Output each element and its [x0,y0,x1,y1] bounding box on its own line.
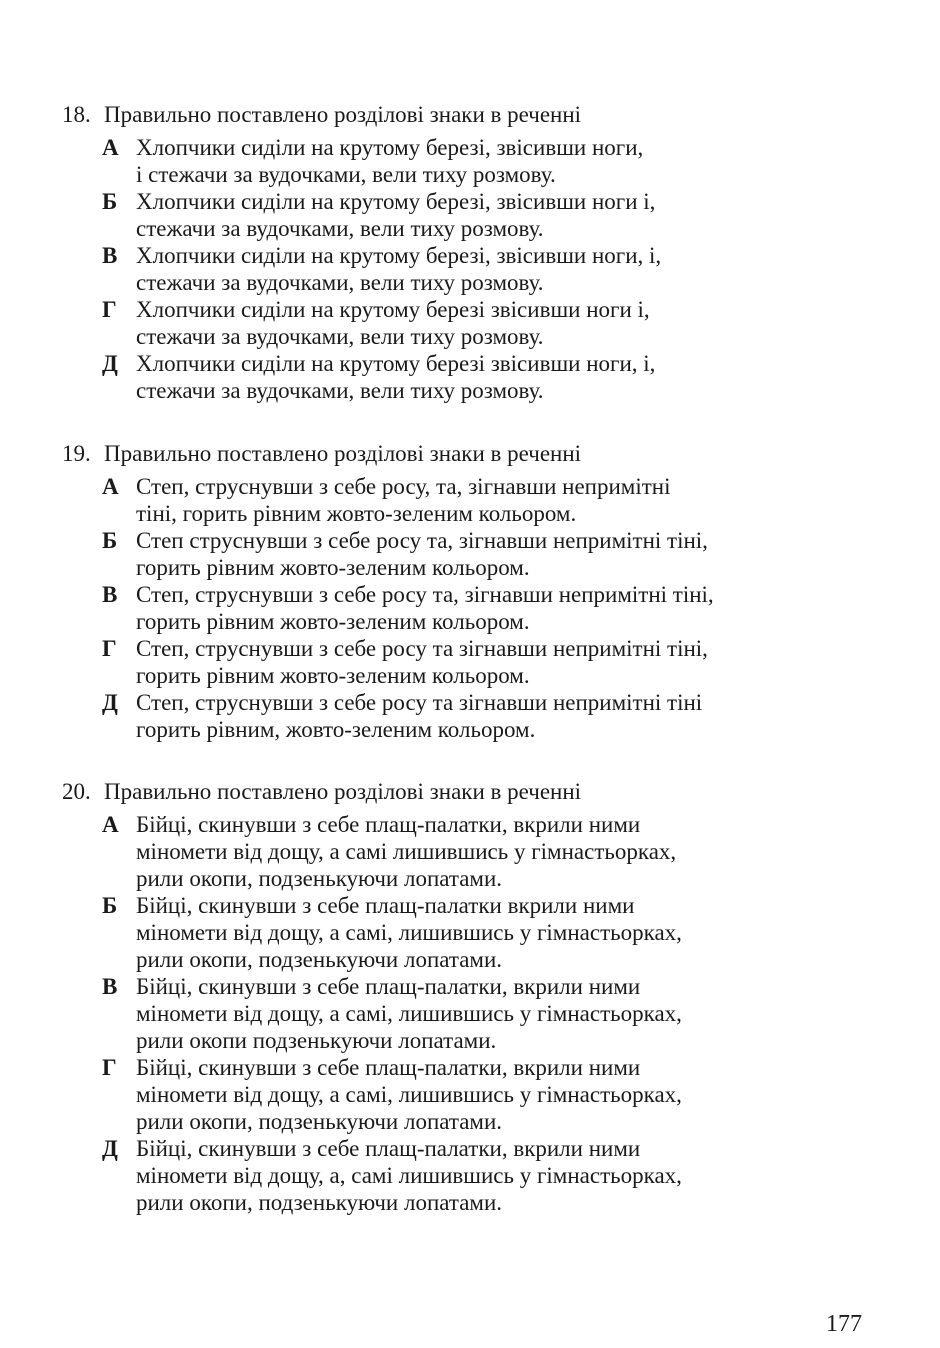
option-text-line: Степ, струснувши з себе росу та зігнавши непримітні тіні [136,690,703,715]
option-text-line: Бійці, скинувши з себе плащ-палатки вкрили ними [136,893,635,918]
option-letter: Д [102,690,118,715]
question-header [62,778,862,805]
option-text-line: рили окопи, подзенькуючи лопатами. [136,947,503,972]
option-v [62,242,862,296]
option-b [62,527,862,581]
question-header [62,101,862,128]
option-text-line: міномети від дощу, а самі, лишившись у гімнастьорках, [136,1082,682,1107]
question-prompt: Правильно поставлено розділові знаки в реченні [104,102,582,127]
option-text-line: Степ струснувши з себе росу та, зігнавши непримітні тіні, [136,528,708,553]
option-text-line: рили окопи, подзенькуючи лопатами. [136,1109,503,1134]
question-number: 19. [62,441,91,466]
option-text-line: міномети від дощу, а самі лишившись у гімнастьорках, [136,839,677,864]
question-20 [62,778,862,1216]
option-letter: Г [102,1055,117,1080]
option-text-line: Хлопчики сиділи на крутому березі, звісивши ноги і, [136,189,656,214]
option-text-line: Хлопчики сиділи на крутому березі звісивши ноги і, [136,297,650,322]
option-text-line: міномети від дощу, а, самі лишившись у гімнастьорках, [136,1163,682,1188]
option-text-line: і стежачи за вудочками, вели тиху розмову. [136,162,556,187]
option-text-line: Бійці, скинувши з себе плащ-палатки, вкрили ними [136,1136,641,1161]
option-letter: В [102,582,118,607]
option-letter: А [102,812,119,837]
option-text-line: тіні, горить рівним жовто-зеленим кольором. [136,501,577,526]
option-letter: А [102,135,119,160]
option-d [62,689,862,743]
option-h [62,1054,862,1135]
option-b [62,188,862,242]
option-text-line: горить рівним жовто-зеленим кольором. [136,663,530,688]
option-letter: А [102,474,119,499]
option-b [62,892,862,973]
option-a [62,473,862,527]
option-text-line: Бійці, скинувши з себе плащ-палатки, вкрили ними [136,1055,641,1080]
question-prompt: Правильно поставлено розділові знаки в реченні [104,779,582,804]
option-text-line: Хлопчики сиділи на крутому березі, звісивши ноги, [136,135,644,160]
question-number: 20. [62,779,91,804]
option-text-line: Хлопчики сиділи на крутому березі, звісивши ноги, і, [136,243,662,268]
option-letter: Д [102,351,118,376]
option-h [62,635,862,689]
option-text-line: Бійці, скинувши з себе плащ-палатки, вкрили ними [136,974,641,999]
option-text-line: стежачи за вудочками, вели тиху розмову. [136,216,544,241]
option-text-line: рили окопи подзенькуючи лопатами. [136,1028,497,1053]
option-v [62,581,862,635]
question-18 [62,101,862,404]
option-text-line: Степ, струснувши з себе росу та, зігнавши непримітні тіні, [136,582,714,607]
option-letter: Б [102,189,118,214]
option-text-line: міномети від дощу, а самі, лишившись у гімнастьорках, [136,920,682,945]
question-prompt: Правильно поставлено розділові знаки в реченні [104,441,582,466]
option-text-line: рили окопи, подзенькуючи лопатами. [136,866,503,891]
option-text-line: Степ, струснувши з себе росу, та, зігнавши непримітні [136,474,671,499]
option-text-line: горить рівним жовто-зеленим кольором. [136,555,530,580]
page-number: 177 [826,1311,862,1337]
option-text-line: Хлопчики сиділи на крутому березі звісивши ноги, і, [136,351,656,376]
option-text-line: міномети від дощу, а самі, лишившись у гімнастьорках, [136,1001,682,1026]
option-text-line: стежачи за вудочками, вели тиху розмову. [136,324,544,349]
option-text-line: стежачи за вудочками, вели тиху розмову. [136,378,544,403]
option-a [62,811,862,892]
option-text-line: Бійці, скинувши з себе плащ-палатки, вкрили ними [136,812,641,837]
option-text-line: стежачи за вудочками, вели тиху розмову. [136,270,544,295]
question-number: 18. [62,102,91,127]
question-header [62,440,862,467]
option-text-line: горить рівним жовто-зеленим кольором. [136,609,530,634]
option-d [62,350,862,404]
option-text-line: рили окопи, подзенькуючи лопатами. [136,1190,503,1215]
option-text-line: горить рівним, жовто-зеленим кольором. [136,717,536,742]
option-a [62,134,862,188]
question-19 [62,440,862,743]
option-letter: В [102,243,118,268]
option-h [62,296,862,350]
option-letter: Б [102,893,118,918]
option-letter: Г [102,636,117,661]
option-d [62,1135,862,1216]
option-letter: Д [102,1136,118,1161]
option-letter: В [102,974,118,999]
option-text-line: Степ, струснувши з себе росу та зігнавши непримітні тіні, [136,636,708,661]
option-letter: Б [102,528,118,553]
option-v [62,973,862,1054]
option-letter: Г [102,297,117,322]
